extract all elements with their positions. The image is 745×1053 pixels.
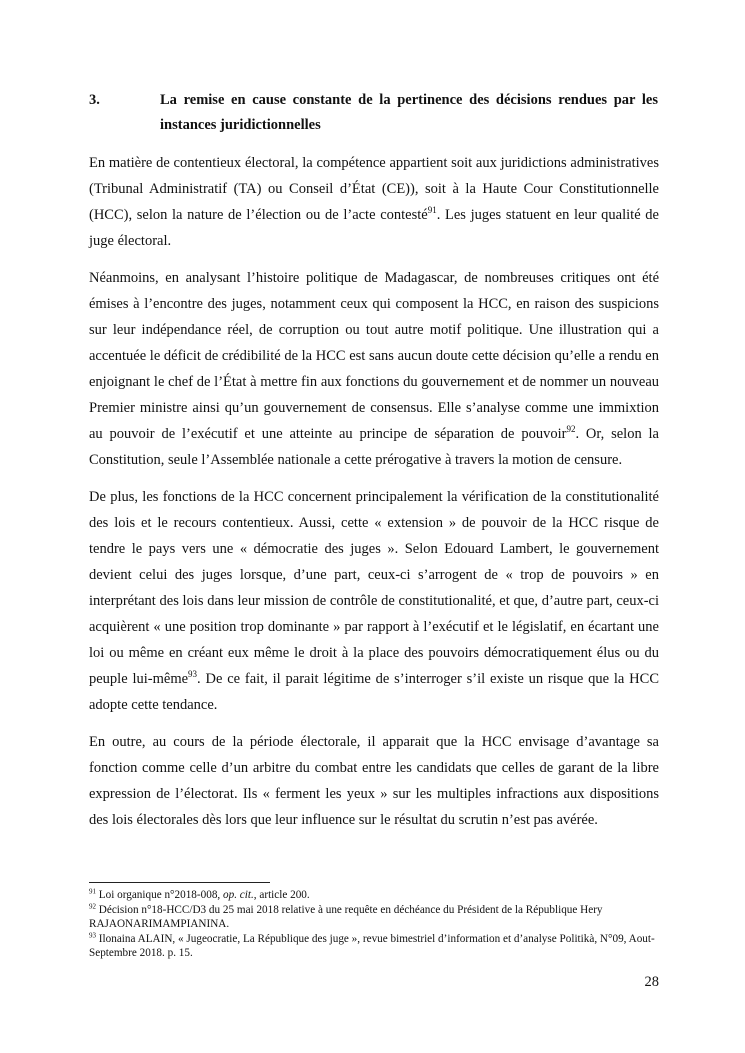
- paragraph-text: En outre, au cours de la période électorale, il apparait que la HCC envisage d’avantage sa fonction comme celle d’un arbitre du combat entre les candidats que celles de garant de la libre expression de l’électorat. Ils « ferment les yeux » sur les multiples infractions aux dispositions des lois électorales dès lors que leur influence sur le résultat du scrutin n’est pas avérée.: [89, 734, 659, 828]
- page-number: 28: [644, 974, 659, 990]
- paragraph-text: Néanmoins, en analysant l’histoire politique de Madagascar, de nombreuses critiques ont été émises à l’encontre des juges, notamment ceux qui composent la HCC, en raison des suspicions sur leur indépendance réel, de corruption ou tout autre motif politique. Une illustration qui a accentuée le déficit de crédibilité de la HCC est sans aucun doute cette décision qu’elle a rendu en enjoignant le chef de l’État à mettre fin aux fonctions du gouvernement et de nommer un nouveau Premier ministre ainsi qu’un gouvernement de consensus. Elle s’analyse comme une immixtion au pouvoir de l’exécutif et une atteinte au principe de séparation de pouvoir: [89, 270, 659, 442]
- section-title: La remise en cause constante de la pertinence des décisions rendues par les instances juridictionnelles: [160, 92, 658, 133]
- paragraph: [89, 150, 659, 254]
- paragraph: [89, 729, 659, 833]
- footnote-91: [89, 888, 659, 903]
- footnote-number: 93: [89, 930, 96, 939]
- footnote-number: 91: [89, 887, 96, 896]
- paragraph: [89, 265, 659, 473]
- paragraph-text: . Les juges statuent en leur qualité de juge électoral.: [89, 207, 659, 249]
- paragraph-text: . Or, selon la Constitution, seule l’Assemblée nationale a cette prérogative à travers la motion de censure.: [89, 426, 659, 468]
- footnotes: [89, 888, 659, 961]
- footnote-93: [89, 932, 659, 961]
- footnote-number: 92: [89, 901, 96, 910]
- footnote-ref-92: 92: [566, 424, 576, 435]
- body-text: [89, 150, 659, 844]
- section-number: 3.: [89, 92, 100, 108]
- footnote-ref-91: 91: [427, 205, 437, 216]
- footnote-separator: [89, 882, 270, 883]
- paragraph-text: De plus, les fonctions de la HCC concernent principalement la vérification de la constitutionalité des lois et le recours contentieux. Aussi, cette « extension » de pouvoir de la HCC risque de tendre le pays vers une « démocratie des juges ». Selon Edouard Lambert, le gouvernement devient celui des juges lorsque, d’une part, ceux-ci s’arrogent de « trop de pouvoirs » en interprétant des lois dans leur mission de contrôle de constitutionalité, et que, d’autre part, ceux-ci acquièrent « une position trop dominante » par rapport à l’exécutif et le législatif, en écartant une loi ou même en créant eux même le droit à la place des pouvoirs démocratiquement élus ou du peuple lui-même: [89, 489, 659, 687]
- footnote-italic: op. cit.: [223, 889, 254, 901]
- paragraph-text: En matière de contentieux électoral, la compétence appartient soit aux juridictions administratives (Tribunal Administratif (TA) ou Conseil d’État (CE)), soit à la Haute Cour Constitutionnelle (HCC), selon la nature de l’élection ou de l’acte contesté: [89, 155, 659, 223]
- footnote-text: Décision n°18-HCC/D3 du 25 mai 2018 relative à une requête en déchéance du Président de la République Hery RAJAONARIMAMPIANINA.: [89, 903, 603, 930]
- paragraph: [89, 484, 659, 718]
- footnote-text: Ilonaina ALAIN, « Jugeocratie, La République des juge », revue bimestriel d’information et d’analyse Politikà, N°09, Aout-Septembre 2018. p. 15.: [89, 932, 655, 959]
- footnote-text: , article 200.: [253, 889, 310, 901]
- footnote-text: Loi organique n°2018-008,: [96, 889, 224, 901]
- footnote-ref-93: 93: [188, 669, 198, 680]
- paragraph-text: . De ce fait, il parait légitime de s’interroger s’il existe un risque que la HCC adopte cette tendance.: [89, 671, 659, 713]
- footnote-92: [89, 903, 659, 932]
